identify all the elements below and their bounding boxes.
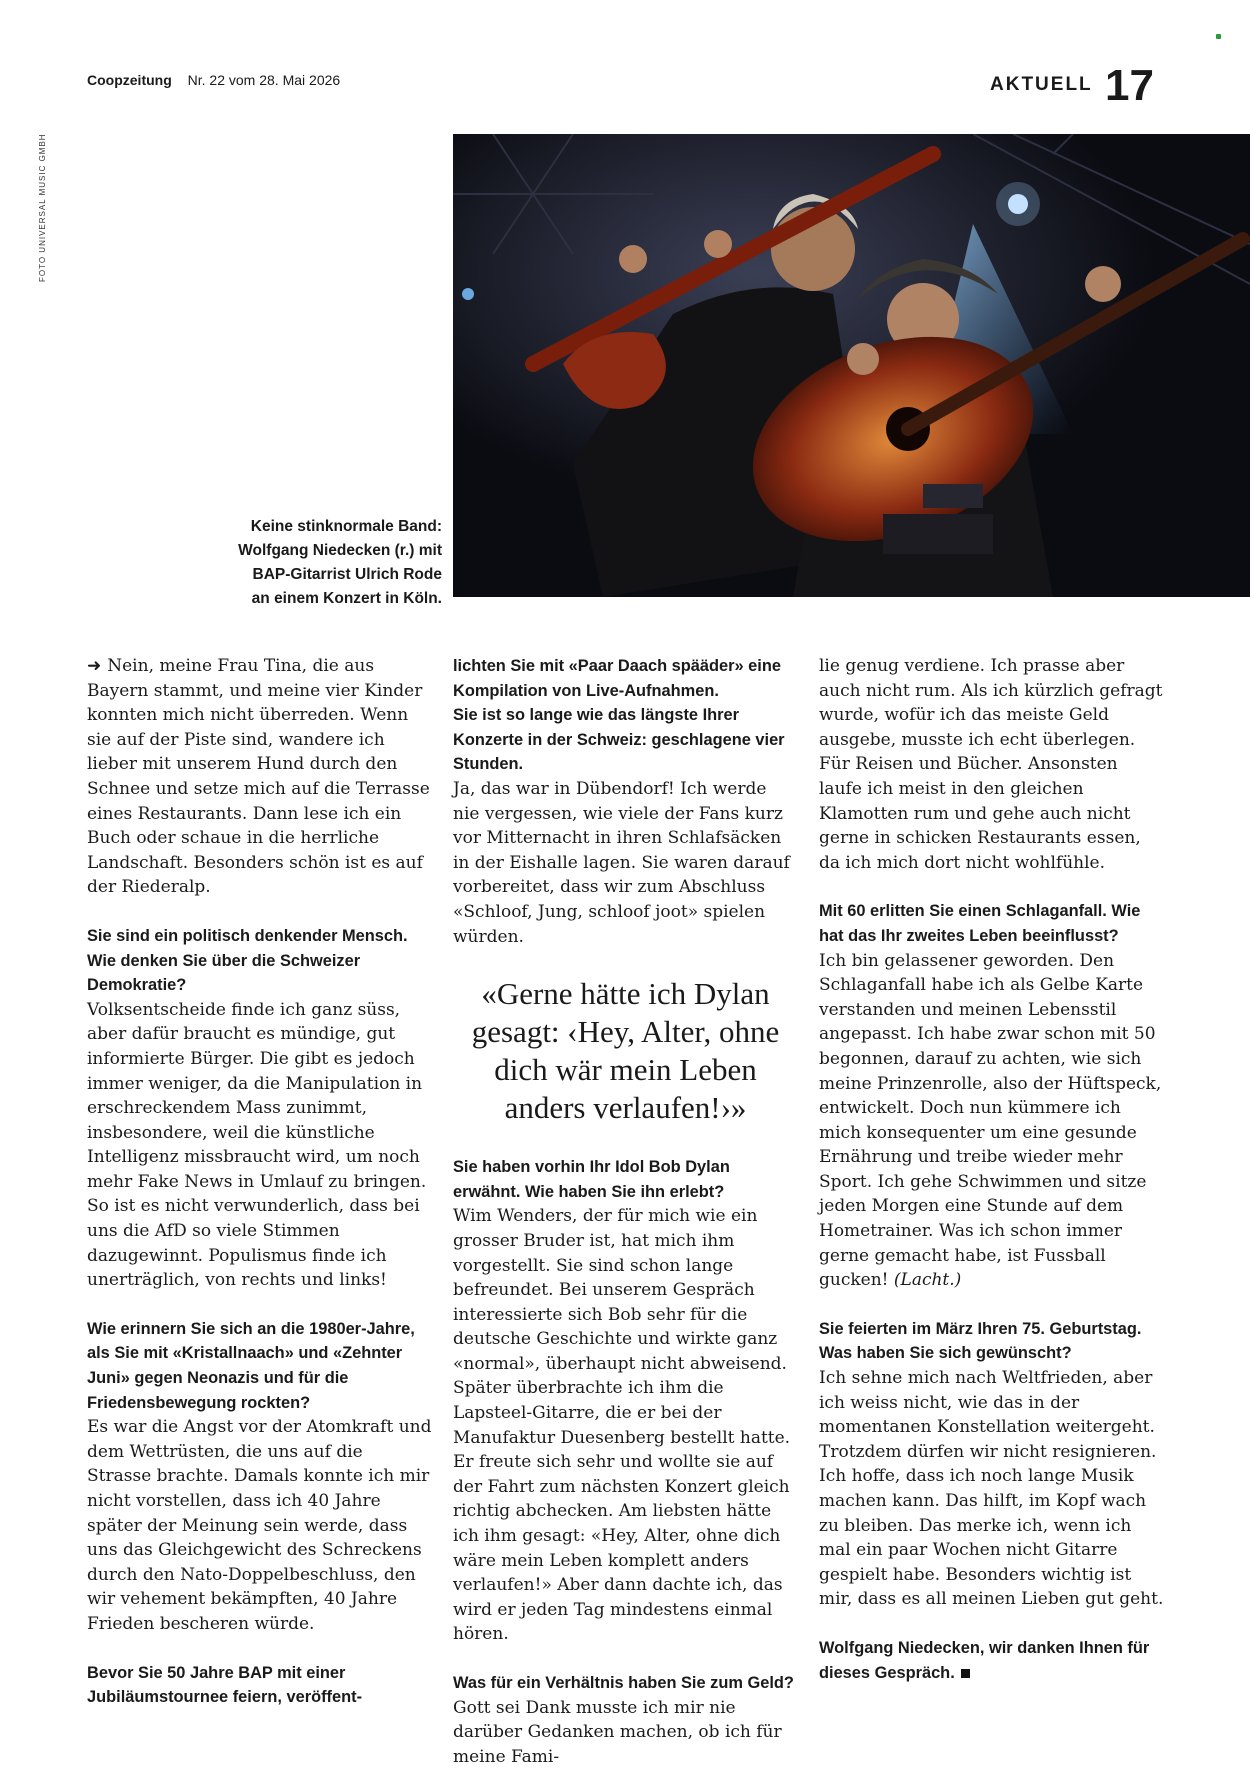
answer-text: Ich bin gelassener geworden. Den Schlaganfall habe ich als Gelbe Karte verstanden und meinen Lebensstil angepasst. Ich habe zwar schon mit 50 begonnen, darauf zu achten, wie sich meine Prinzenrolle, also der Hüftspeck, entwickelt. Doch nun kümmere ich mich konsequenter um eine gesunde Ernährung und treibe wieder mehr Sport. Ich gehe Schwimmen und sitze jeden Morgen eine Stunde auf dem Hometrainer. Was ich schon immer gerne gemacht habe, ist Fussball gucken! <box>819 950 1162 1291</box>
answer-paragraph <box>87 654 432 900</box>
pull-quote: «Gerne hätte ich Dylan gesagt: ‹Hey, Alter, ohne dich wär mein Leben anders verlaufen!›» <box>471 976 780 1126</box>
photo-caption <box>200 515 442 611</box>
article-column-1 <box>87 654 432 1710</box>
arrow-icon: ➜ <box>87 656 102 676</box>
article-column-2 <box>453 654 798 1769</box>
concert-illustration <box>453 134 1250 597</box>
closing-text: Wolfgang Niedecken, wir danken Ihnen für dieses Gespräch. <box>819 1638 1150 1682</box>
question: Sie haben vorhin Ihr Idol Bob Dylan erwähnt. Wie haben Sie ihn erlebt? <box>453 1158 730 1201</box>
question: lichten Sie mit «Paar Daach spääder» eine Kompilation von Live-Aufnahmen. <box>453 657 781 700</box>
answer-paragraph: Ich sehne mich nach Weltfrieden, aber ich weiss nicht, wie das in der momentanen Konstellation weitergeht. Trotzdem dürfen wir nicht resignieren. Ich hoffe, dass ich noch lange Musik machen kann. Das hilft, im Kopf wach zu bleiben. Das merke ich, wenn ich mal ein paar Wochen nicht Gitarre gespielt habe. Besonders wichtig ist mir, dass es all meinen Lieben gut geht. <box>819 1368 1164 1610</box>
issue-info: Nr. 22 vom 28. Mai 2026 <box>187 72 341 88</box>
question: Sie sind ein politisch denkender Mensch. Wie denken Sie über die Schweizer Demokratie? <box>87 926 408 995</box>
page-number: 17 <box>1105 61 1154 110</box>
question: Bevor Sie 50 Jahre BAP mit einer Jubiläumstournee feiern, veröffent- <box>87 1663 363 1707</box>
publication-name: Coopzeitung <box>87 72 172 88</box>
answer-paragraph <box>819 949 1164 1293</box>
answer-paragraph: Ja, das war in Dübendorf! Ich werde nie vergessen, wie viele der Fans kurz vor Mitternacht in ihren Schlafsäcken in der Eishalle lagen. Sie waren darauf vorbereitet, dass wir zum Abschluss «Schloof, Jung, schloof joot» spielen würden. <box>453 778 790 947</box>
section-label: AKTUELL <box>990 74 1093 95</box>
caption-line: Wolfgang Niedecken (r.) mit <box>238 542 442 559</box>
corner-mark <box>1216 34 1221 39</box>
caption-line: an einem Konzert in Köln. <box>251 590 442 607</box>
answer-paragraph: Wim Wenders, der für mich wie ein grosser Bruder ist, hat mich ihm vorgestellt. Sie sind schon lange befreundet. Bei unserem Gespräch interessierte sich Bob sehr für die deutsche Geschichte und wirkte ganz «normal», überhaupt nicht abweisend. Später überbrachte ich ihm die Lapsteel-Gitarre, die er bei der Manufaktur Duesenberg bestellt hatte. Er freute sich sehr und wollte sie auf der Fahrt zum nächsten Konzert gleich richtig abchecken. Am liebsten hätte ich ihm gesagt: «Hey, Alter, ohne dich wäre mein Leben komplett anders verlaufen!» Aber dann dachte ich, das wird er jeden Tag mindestens einmal hören. <box>453 1206 791 1645</box>
question: Mit 60 erlitten Sie einen Schlaganfall. Wie hat das Ihr zweites Leben beeinflusst? <box>819 902 1141 945</box>
question: Wie erinnern Sie sich an die 1980er-Jahre, als Sie mit «Kristallnaach» und «Zehnter Juni» gegen Neonazis und für die Friedensbewegung rockten? <box>87 1319 415 1412</box>
masthead <box>87 72 340 88</box>
article-column-3 <box>819 654 1164 1685</box>
question: Sie ist so lange wie das längste Ihrer Konzerte in der Schweiz: geschlagene vier Stunden. <box>453 706 785 774</box>
end-mark-icon <box>961 1669 970 1678</box>
caption-line: Keine stinknormale Band: <box>250 518 442 535</box>
caption-line: BAP-Gitarrist Ulrich Rode <box>252 566 442 583</box>
answer-paragraph: Gott sei Dank musste ich mir nie darüber Gedanken machen, ob ich für meine Fami- <box>453 1697 782 1767</box>
question: Sie feierten im März Ihren 75. Geburtstag. Was haben Sie sich gewünscht? <box>819 1319 1142 1363</box>
aside-text: (Lacht.) <box>893 1270 962 1291</box>
answer-paragraph: lie genug verdiene. Ich prasse aber auch nicht rum. Als ich kürzlich gefragt wurde, wofür ich das meiste Geld ausgebe, musste ich echt überlegen. Für Reisen und Bücher. Ansonsten laufe ich meist in den gleichen Klamotten rum und gehe auch nicht gerne in schicken Restaurants essen, da ich mich dort nicht wohlfühle. <box>819 656 1163 873</box>
concert-photo <box>453 134 1250 597</box>
photo-credit: FOTO UNIVERSAL MUSIC GMBH <box>38 133 47 282</box>
closing-line <box>819 1636 1164 1685</box>
answer-paragraph: Volksentscheide finde ich ganz süss, aber dafür braucht es mündige, gut informierte Bürger. Die gibt es jedoch immer weniger, da die Manipulation in erschreckendem Mass zunimmt, insbesondere, weil die künstliche Intelligenz missbraucht wird, um noch mehr Fake News in Umlauf zu bringen. So ist es nicht verwunderlich, dass bei uns die AfD so viele Stimmen dazugewinnt. Populismus finde ich unerträglich, von rechts und links! <box>87 999 427 1291</box>
question: Was für ein Verhältnis haben Sie zum Geld? <box>453 1674 794 1692</box>
answer-paragraph: Es war die Angst vor der Atomkraft und dem Wettrüsten, die uns auf die Strasse brachte. Damals konnte ich mir nicht vorstellen, dass ich 40 Jahre später der Meinung sein werde, dass uns das Gleichgewicht des Schreckens durch den Nato-Doppelbeschluss, den wir vehement bekämpften, 40 Jahre Frieden bescheren würde. <box>87 1417 432 1634</box>
answer-text: Nein, meine Frau Tina, die aus Bayern stammt, und meine vier Kinder konnten mich nicht überreden. Wenn sie auf der Piste sind, wandere ich lieber mit unserem Hund durch den Schnee und setze mich auf die Terrasse eines Restaurants. Dann lese ich ein Buch oder schaue in die herrliche Landschaft. Besonders schön ist es auf der Riederalp. <box>87 656 430 898</box>
